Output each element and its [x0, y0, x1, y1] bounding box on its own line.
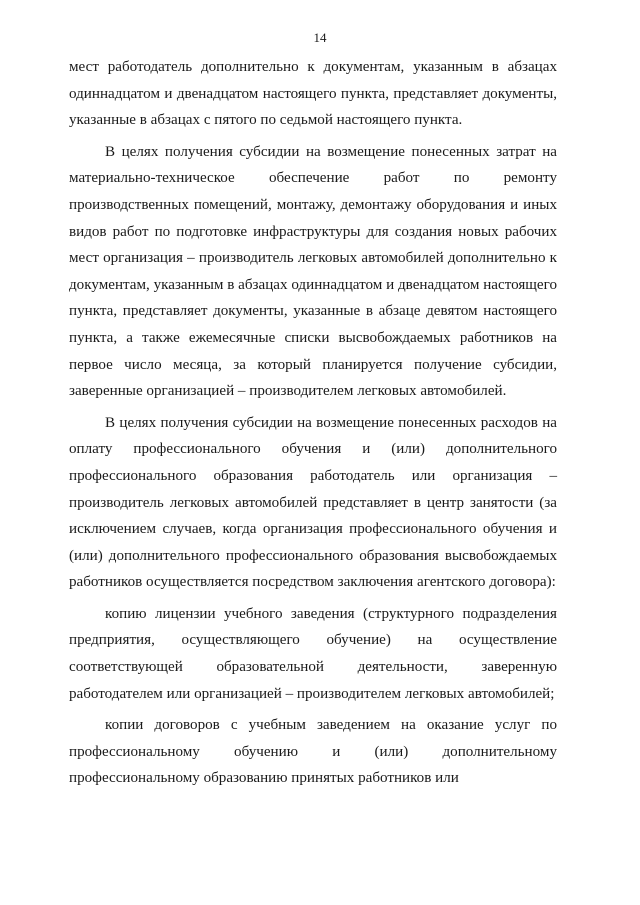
paragraph-license-copy: копию лицензии учебного заведения (структурного подразделения предприятия, осуществляющего обучение) на осуществление соответствующей образовательной деятельности, заверенную работодателем или организацией – производителем легковых автомобилей; [69, 605, 557, 702]
paragraph-material-support-subsidy: В целях получения субсидии на возмещение понесенных затрат на материально-техническое обеспечение работ по ремонту производственных помещений, монтажу, демонтажу оборудования и иных видов работ по подготовке инфраструктуры для создания новых рабочих мест организация – производитель легковых автомобилей дополнительно к документам, указанным в абзацах одиннадцатом и двенадцатом настоящего пункта, представляет документы, указанные в абзаце девятом настоящего пункта, а также ежемесячные списки высвобождаемых работников на первое число месяца, за который планируется получение субсидии, заверенные организацией – производителем легковых автомобилей. [69, 143, 557, 400]
paragraph-training-subsidy: В целях получения субсидии на возмещение понесенных расходов на оплату профессионального обучения и (или) дополнительного профессионального образования работодатель или организация – производитель легковых автомобилей представляет в центр занятости (за исключением случаев, когда организация профессионального обучения и (или) дополнительного профессионального образования высвобождаемых работников осуществляется посредством заключения агентского договора): [69, 414, 557, 591]
document-body [69, 54, 557, 792]
paragraph-contracts-copy: копии договоров с учебным заведением на оказание услуг по профессиональному обучению и (или) дополнительному профессиональному образованию принятых работников или [69, 717, 557, 787]
page-number: 14 [313, 30, 327, 45]
paragraph-continuation: мест работодатель дополнительно к документам, указанным в абзацах одиннадцатом и двенадцатом настоящего пункта, представляет документы, указанные в абзацах с пятого по седьмой настоящего пункта. [69, 59, 557, 129]
